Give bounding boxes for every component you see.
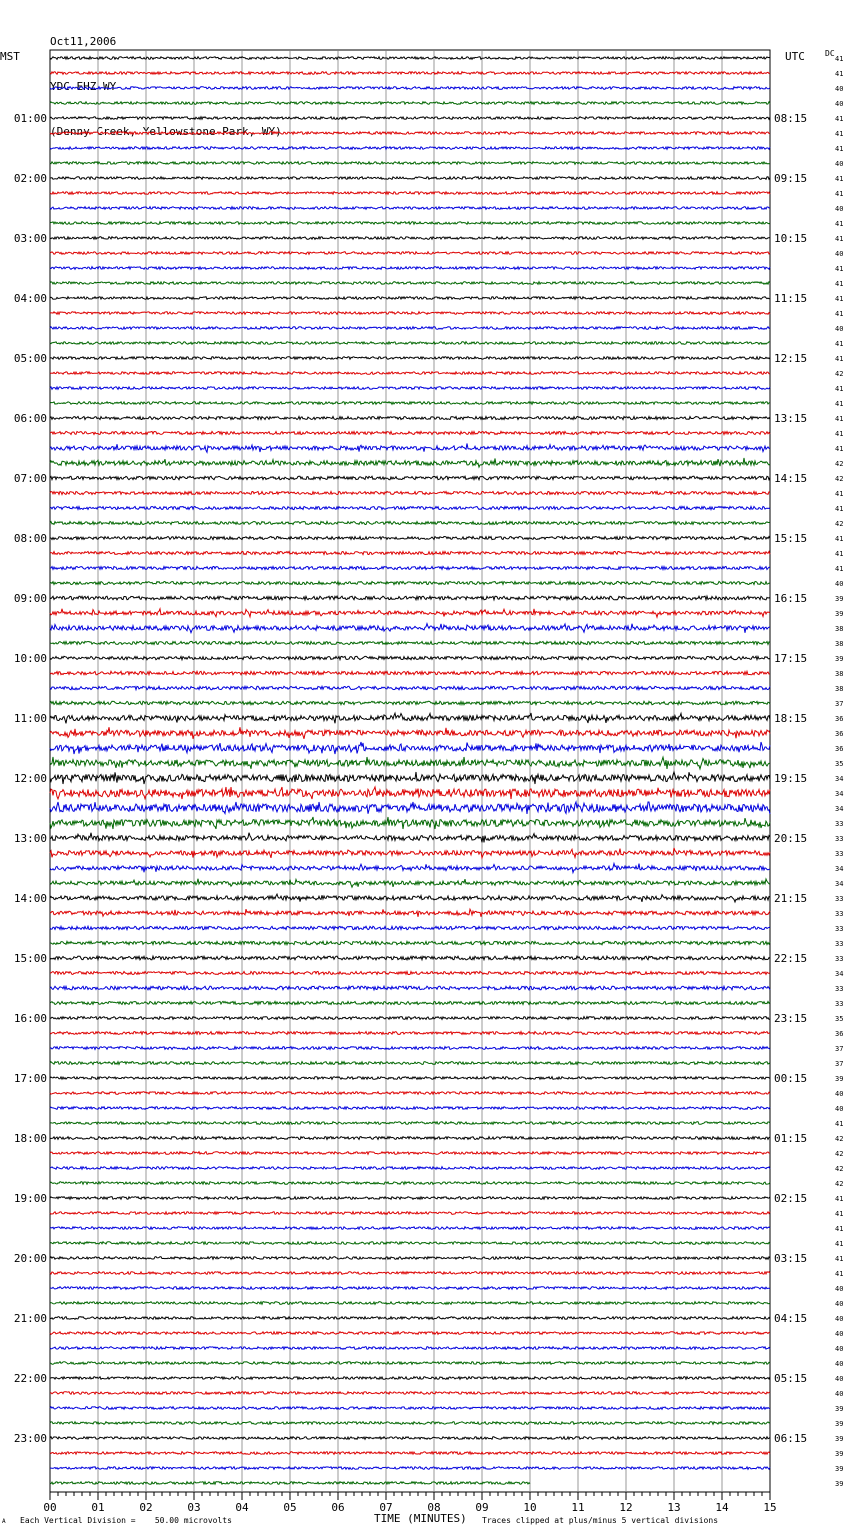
seismic-trace (50, 147, 770, 150)
seismic-trace (50, 87, 770, 90)
utc-hour-label: 11:15 (774, 292, 808, 305)
seismic-trace (50, 1332, 770, 1335)
seismic-trace (50, 1152, 770, 1155)
seismic-trace (50, 686, 770, 689)
mst-hour-label: 11:00 (13, 712, 47, 725)
seismic-trace (50, 624, 770, 633)
seismic-trace (50, 1317, 770, 1320)
seismic-trace (50, 1347, 770, 1350)
dc-offset-label: 39 (835, 1480, 844, 1488)
dc-offset-label: 38 (835, 670, 844, 678)
mst-hour-label: 13:00 (13, 832, 47, 845)
dc-offset-label: 34 (835, 775, 844, 783)
seismic-trace (50, 282, 770, 285)
mst-hour-label: 17:00 (13, 1072, 47, 1085)
x-tick-label: 15 (763, 1501, 777, 1514)
seismic-trace (50, 1437, 770, 1440)
seismic-trace (50, 72, 770, 75)
mst-hour-label: 19:00 (13, 1192, 47, 1205)
seismic-trace (50, 1077, 770, 1080)
utc-hour-label: 20:15 (774, 832, 808, 845)
dc-offset-label: 41 (835, 1210, 844, 1218)
seismic-trace (50, 536, 770, 539)
seismic-trace (50, 894, 770, 902)
seismic-trace (50, 609, 770, 617)
utc-hour-label: 16:15 (774, 592, 808, 605)
dc-offset-label: 40 (835, 1105, 844, 1113)
dc-offset-label: 34 (835, 865, 844, 873)
mst-hour-label: 07:00 (13, 472, 47, 485)
dc-offset-label: 36 (835, 745, 844, 753)
utc-hour-label: 17:15 (774, 652, 808, 665)
seismic-trace (50, 1377, 770, 1380)
utc-hour-label: 12:15 (774, 352, 808, 365)
dc-offset-label: 37 (835, 700, 844, 708)
seismic-trace (50, 727, 770, 739)
x-axis-label: TIME (MINUTES) (374, 1512, 467, 1525)
dc-offset-label: 41 (835, 280, 844, 288)
seismic-trace (50, 1107, 770, 1110)
seismic-trace (50, 387, 770, 390)
seismic-trace (50, 1362, 770, 1365)
dc-offset-label: 41 (835, 400, 844, 408)
utc-hour-label: 15:15 (774, 532, 808, 545)
dc-offset-label: 42 (835, 1165, 844, 1173)
seismic-trace (50, 192, 770, 195)
seismic-trace (50, 222, 770, 225)
seismic-trace (50, 757, 770, 769)
seismic-trace (50, 671, 770, 674)
dc-offset-label: 42 (835, 520, 844, 528)
dc-offset-label: 41 (835, 415, 844, 423)
dc-offset-label: 40 (835, 1360, 844, 1368)
station-label: YDC EHZ WY (50, 80, 117, 93)
mst-hour-label: 10:00 (13, 652, 47, 665)
dc-offset-label: 41 (835, 70, 844, 78)
mst-hour-label: 01:00 (13, 112, 47, 125)
mst-hour-label: 09:00 (13, 592, 47, 605)
seismic-trace (50, 312, 770, 315)
clip-note: Traces clipped at plus/minus 5 vertical divisions (482, 1516, 719, 1525)
seismic-trace (50, 1032, 770, 1035)
seismic-trace (50, 1392, 770, 1395)
dc-offset-label: 39 (835, 1450, 844, 1458)
dc-offset-label: 41 (835, 55, 844, 63)
right-timezone-label: UTC (785, 50, 805, 63)
x-tick-label: 14 (715, 1501, 729, 1514)
mst-hour-label: 21:00 (13, 1312, 47, 1325)
mst-hour-label: 16:00 (13, 1012, 47, 1025)
seismic-trace (50, 1092, 770, 1095)
dc-offset-label: 40 (835, 100, 844, 108)
dc-offset-label: 41 (835, 1120, 844, 1128)
seismic-trace (50, 1167, 770, 1170)
dc-offset-label: 33 (835, 985, 844, 993)
seismic-trace (50, 1212, 770, 1215)
seismic-trace (50, 1137, 770, 1140)
dc-offset-label: 41 (835, 130, 844, 138)
seismic-trace (50, 1182, 770, 1185)
seismic-trace (50, 848, 770, 858)
dc-offset-label: 42 (835, 1150, 844, 1158)
dc-offset-label: 40 (835, 580, 844, 588)
x-tick-label: 04 (235, 1501, 249, 1514)
dc-offset-label: 41 (835, 1255, 844, 1263)
dc-offset-label: 40 (835, 1330, 844, 1338)
seismic-trace (50, 656, 770, 659)
dc-offset-label: 33 (835, 895, 844, 903)
seismic-trace (50, 701, 770, 704)
x-tick-label: 00 (43, 1501, 57, 1514)
x-tick-label: 13 (667, 1501, 681, 1514)
utc-hour-label: 14:15 (774, 472, 808, 485)
mst-hour-label: 04:00 (13, 292, 47, 305)
x-tick-label: 05 (283, 1501, 297, 1514)
seismic-trace (50, 772, 770, 784)
dc-offset-label: 41 (835, 310, 844, 318)
dc-offset-label: 40 (835, 205, 844, 213)
seismic-trace (50, 402, 770, 405)
dc-offset-label: 41 (835, 1195, 844, 1203)
dc-offset-label: 33 (835, 835, 844, 843)
seismic-trace (50, 431, 770, 434)
dc-offset-label: 41 (835, 235, 844, 243)
utc-hour-label: 00:15 (774, 1072, 808, 1085)
mst-hour-label: 12:00 (13, 772, 47, 785)
dc-offset-label: 39 (835, 1435, 844, 1443)
utc-hour-label: 22:15 (774, 952, 808, 965)
dc-offset-label: 40 (835, 1315, 844, 1323)
x-tick-label: 03 (187, 1501, 201, 1514)
dc-offset-label: 39 (835, 595, 844, 603)
seismic-trace (50, 372, 770, 375)
dc-offset-label: 40 (835, 1375, 844, 1383)
dc-offset-label: 40 (835, 1300, 844, 1308)
seismic-trace (50, 833, 770, 843)
seismic-trace (50, 1302, 770, 1305)
utc-hour-label: 18:15 (774, 712, 808, 725)
dc-offset-label: 41 (835, 115, 844, 123)
utc-hour-label: 06:15 (774, 1432, 808, 1445)
dc-offset-label: 41 (835, 430, 844, 438)
x-tick-label: 10 (523, 1501, 537, 1514)
seismic-trace (50, 207, 770, 210)
dc-offset-label: 37 (835, 1060, 844, 1068)
dc-offset-label: 36 (835, 730, 844, 738)
dc-offset-label: 41 (835, 445, 844, 453)
dc-offset-label: 39 (835, 655, 844, 663)
dc-offset-label: 41 (835, 355, 844, 363)
left-timezone-label: MST (0, 50, 20, 63)
utc-hour-label: 23:15 (774, 1012, 808, 1025)
dc-offset-label: 34 (835, 970, 844, 978)
seismic-trace (50, 864, 770, 873)
seismic-trace (50, 1122, 770, 1125)
seismic-trace (50, 1001, 770, 1004)
seismic-trace (50, 909, 770, 917)
seismic-trace (50, 926, 770, 929)
seismic-trace (50, 132, 770, 135)
dc-offset-label: 41 (835, 340, 844, 348)
mst-hour-label: 06:00 (13, 412, 47, 425)
x-tick-label: 06 (331, 1501, 345, 1514)
seismic-trace (50, 102, 770, 105)
dc-offset-label: 34 (835, 805, 844, 813)
mst-hour-label: 14:00 (13, 892, 47, 905)
seismic-trace (50, 1242, 770, 1245)
dc-offset-label: 38 (835, 685, 844, 693)
seismic-trace (50, 787, 770, 799)
dc-header-label: DC (825, 49, 835, 58)
seismic-trace (50, 162, 770, 165)
dc-offset-label: 33 (835, 850, 844, 858)
dc-offset-label: 41 (835, 550, 844, 558)
dc-offset-label: 33 (835, 1000, 844, 1008)
dc-offset-label: 41 (835, 265, 844, 273)
mst-hour-label: 20:00 (13, 1252, 47, 1265)
dc-offset-label: 40 (835, 1390, 844, 1398)
seismic-trace (50, 57, 770, 60)
dc-offset-label: 42 (835, 1135, 844, 1143)
dc-offset-label: 41 (835, 175, 844, 183)
dc-offset-label: 40 (835, 1345, 844, 1353)
scale-note: Each Vertical Division = 50.00 microvolts (20, 1516, 232, 1525)
seismic-trace (50, 641, 770, 644)
x-tick-label: 02 (139, 1501, 153, 1514)
utc-hour-label: 13:15 (774, 412, 808, 425)
seismic-trace (50, 742, 770, 754)
dc-offset-label: 39 (835, 1465, 844, 1473)
dc-offset-label: 35 (835, 760, 844, 768)
seismic-trace (50, 444, 770, 453)
dc-offset-label: 36 (835, 715, 844, 723)
dc-offset-label: 41 (835, 490, 844, 498)
seismic-trace (50, 1422, 770, 1425)
seismic-trace (50, 1272, 770, 1275)
dc-offset-label: 33 (835, 925, 844, 933)
dc-offset-label: 39 (835, 610, 844, 618)
dc-offset-label: 40 (835, 250, 844, 258)
utc-hour-label: 03:15 (774, 1252, 808, 1265)
seismic-trace (50, 1062, 770, 1065)
dc-offset-label: 38 (835, 640, 844, 648)
utc-hour-label: 01:15 (774, 1132, 808, 1145)
date-label: Oct11,2006 (50, 35, 117, 48)
mst-hour-label: 03:00 (13, 232, 47, 245)
seismic-trace (50, 971, 770, 974)
seismic-trace (50, 879, 770, 888)
seismic-trace (50, 327, 770, 330)
dc-offset-label: 34 (835, 790, 844, 798)
utc-hour-label: 10:15 (774, 232, 808, 245)
seismic-trace (50, 566, 770, 569)
seismic-trace (50, 802, 770, 814)
seismic-trace (50, 1407, 770, 1410)
utc-hour-label: 02:15 (774, 1192, 808, 1205)
seismic-trace (50, 1287, 770, 1290)
dc-offset-label: 39 (835, 1420, 844, 1428)
x-tick-label: 07 (379, 1501, 393, 1514)
seismic-trace (50, 458, 770, 467)
mst-hour-label: 22:00 (13, 1372, 47, 1385)
seismic-trace (50, 237, 770, 240)
dc-offset-label: 33 (835, 940, 844, 948)
dc-offset-label: 41 (835, 295, 844, 303)
seismic-trace (50, 817, 770, 829)
mst-hour-label: 02:00 (13, 172, 47, 185)
x-tick-label: 12 (619, 1501, 633, 1514)
seismic-trace (50, 417, 770, 420)
seismic-trace (50, 357, 770, 360)
utc-hour-label: 08:15 (774, 112, 808, 125)
seismic-trace (50, 596, 770, 600)
footer-mark: A (2, 1518, 6, 1525)
dc-offset-label: 41 (835, 565, 844, 573)
x-tick-label: 11 (571, 1501, 585, 1514)
dc-offset-label: 33 (835, 910, 844, 918)
utc-hour-label: 19:15 (774, 772, 808, 785)
seismic-trace (50, 1257, 770, 1260)
seismic-trace (50, 551, 770, 554)
seismic-trace (50, 521, 770, 524)
seismic-trace (50, 1467, 770, 1470)
seismic-trace (50, 491, 770, 494)
mst-hour-label: 08:00 (13, 532, 47, 545)
dc-offset-label: 34 (835, 880, 844, 888)
seismic-trace (50, 941, 770, 944)
dc-offset-label: 40 (835, 160, 844, 168)
seismic-trace (50, 252, 770, 255)
seismic-trace (50, 1197, 770, 1200)
dc-offset-label: 41 (835, 1270, 844, 1278)
dc-offset-label: 41 (835, 505, 844, 513)
seismic-trace (50, 476, 770, 479)
seismic-trace (50, 1452, 770, 1455)
x-tick-label: 08 (427, 1501, 441, 1514)
mst-hour-label: 23:00 (13, 1432, 47, 1445)
dc-offset-label: 41 (835, 1240, 844, 1248)
seismic-trace (50, 581, 770, 584)
dc-offset-label: 37 (835, 1045, 844, 1053)
x-tick-label: 09 (475, 1501, 489, 1514)
dc-offset-label: 42 (835, 460, 844, 468)
mst-hour-label: 18:00 (13, 1132, 47, 1145)
dc-offset-label: 39 (835, 1405, 844, 1413)
dc-offset-label: 41 (835, 190, 844, 198)
dc-offset-label: 42 (835, 370, 844, 378)
utc-hour-label: 21:15 (774, 892, 808, 905)
seismic-trace (50, 956, 770, 960)
dc-offset-label: 41 (835, 535, 844, 543)
seismic-trace (50, 342, 770, 345)
dc-offset-label: 38 (835, 625, 844, 633)
utc-hour-label: 09:15 (774, 172, 808, 185)
dc-offset-label: 40 (835, 1285, 844, 1293)
dc-offset-label: 33 (835, 820, 844, 828)
utc-hour-label: 05:15 (774, 1372, 808, 1385)
dc-offset-label: 40 (835, 325, 844, 333)
dc-offset-label: 39 (835, 1075, 844, 1083)
seismic-trace (50, 297, 770, 300)
dc-offset-label: 40 (835, 1090, 844, 1098)
dc-offset-label: 41 (835, 385, 844, 393)
x-tick-label: 01 (91, 1501, 105, 1514)
dc-offset-label: 42 (835, 1180, 844, 1188)
dc-offset-label: 42 (835, 475, 844, 483)
mst-hour-label: 15:00 (13, 952, 47, 965)
seismic-trace (50, 1227, 770, 1230)
dc-offset-label: 41 (835, 1225, 844, 1233)
dc-offset-label: 33 (835, 955, 844, 963)
location-label: (Denny Creek, Yellowstone Park, WY) (50, 125, 282, 138)
seismic-trace (50, 713, 770, 723)
seismic-trace (50, 1047, 770, 1050)
seismic-trace (50, 986, 770, 990)
mst-hour-label: 05:00 (13, 352, 47, 365)
seismic-trace (50, 117, 770, 120)
dc-offset-label: 41 (835, 145, 844, 153)
dc-offset-label: 40 (835, 85, 844, 93)
seismic-trace (50, 267, 770, 270)
seismic-trace (50, 506, 770, 509)
dc-offset-label: 36 (835, 1030, 844, 1038)
dc-offset-label: 35 (835, 1015, 844, 1023)
seismic-trace (50, 177, 770, 180)
seismic-trace (50, 1017, 770, 1020)
dc-offset-label: 41 (835, 220, 844, 228)
utc-hour-label: 04:15 (774, 1312, 808, 1325)
